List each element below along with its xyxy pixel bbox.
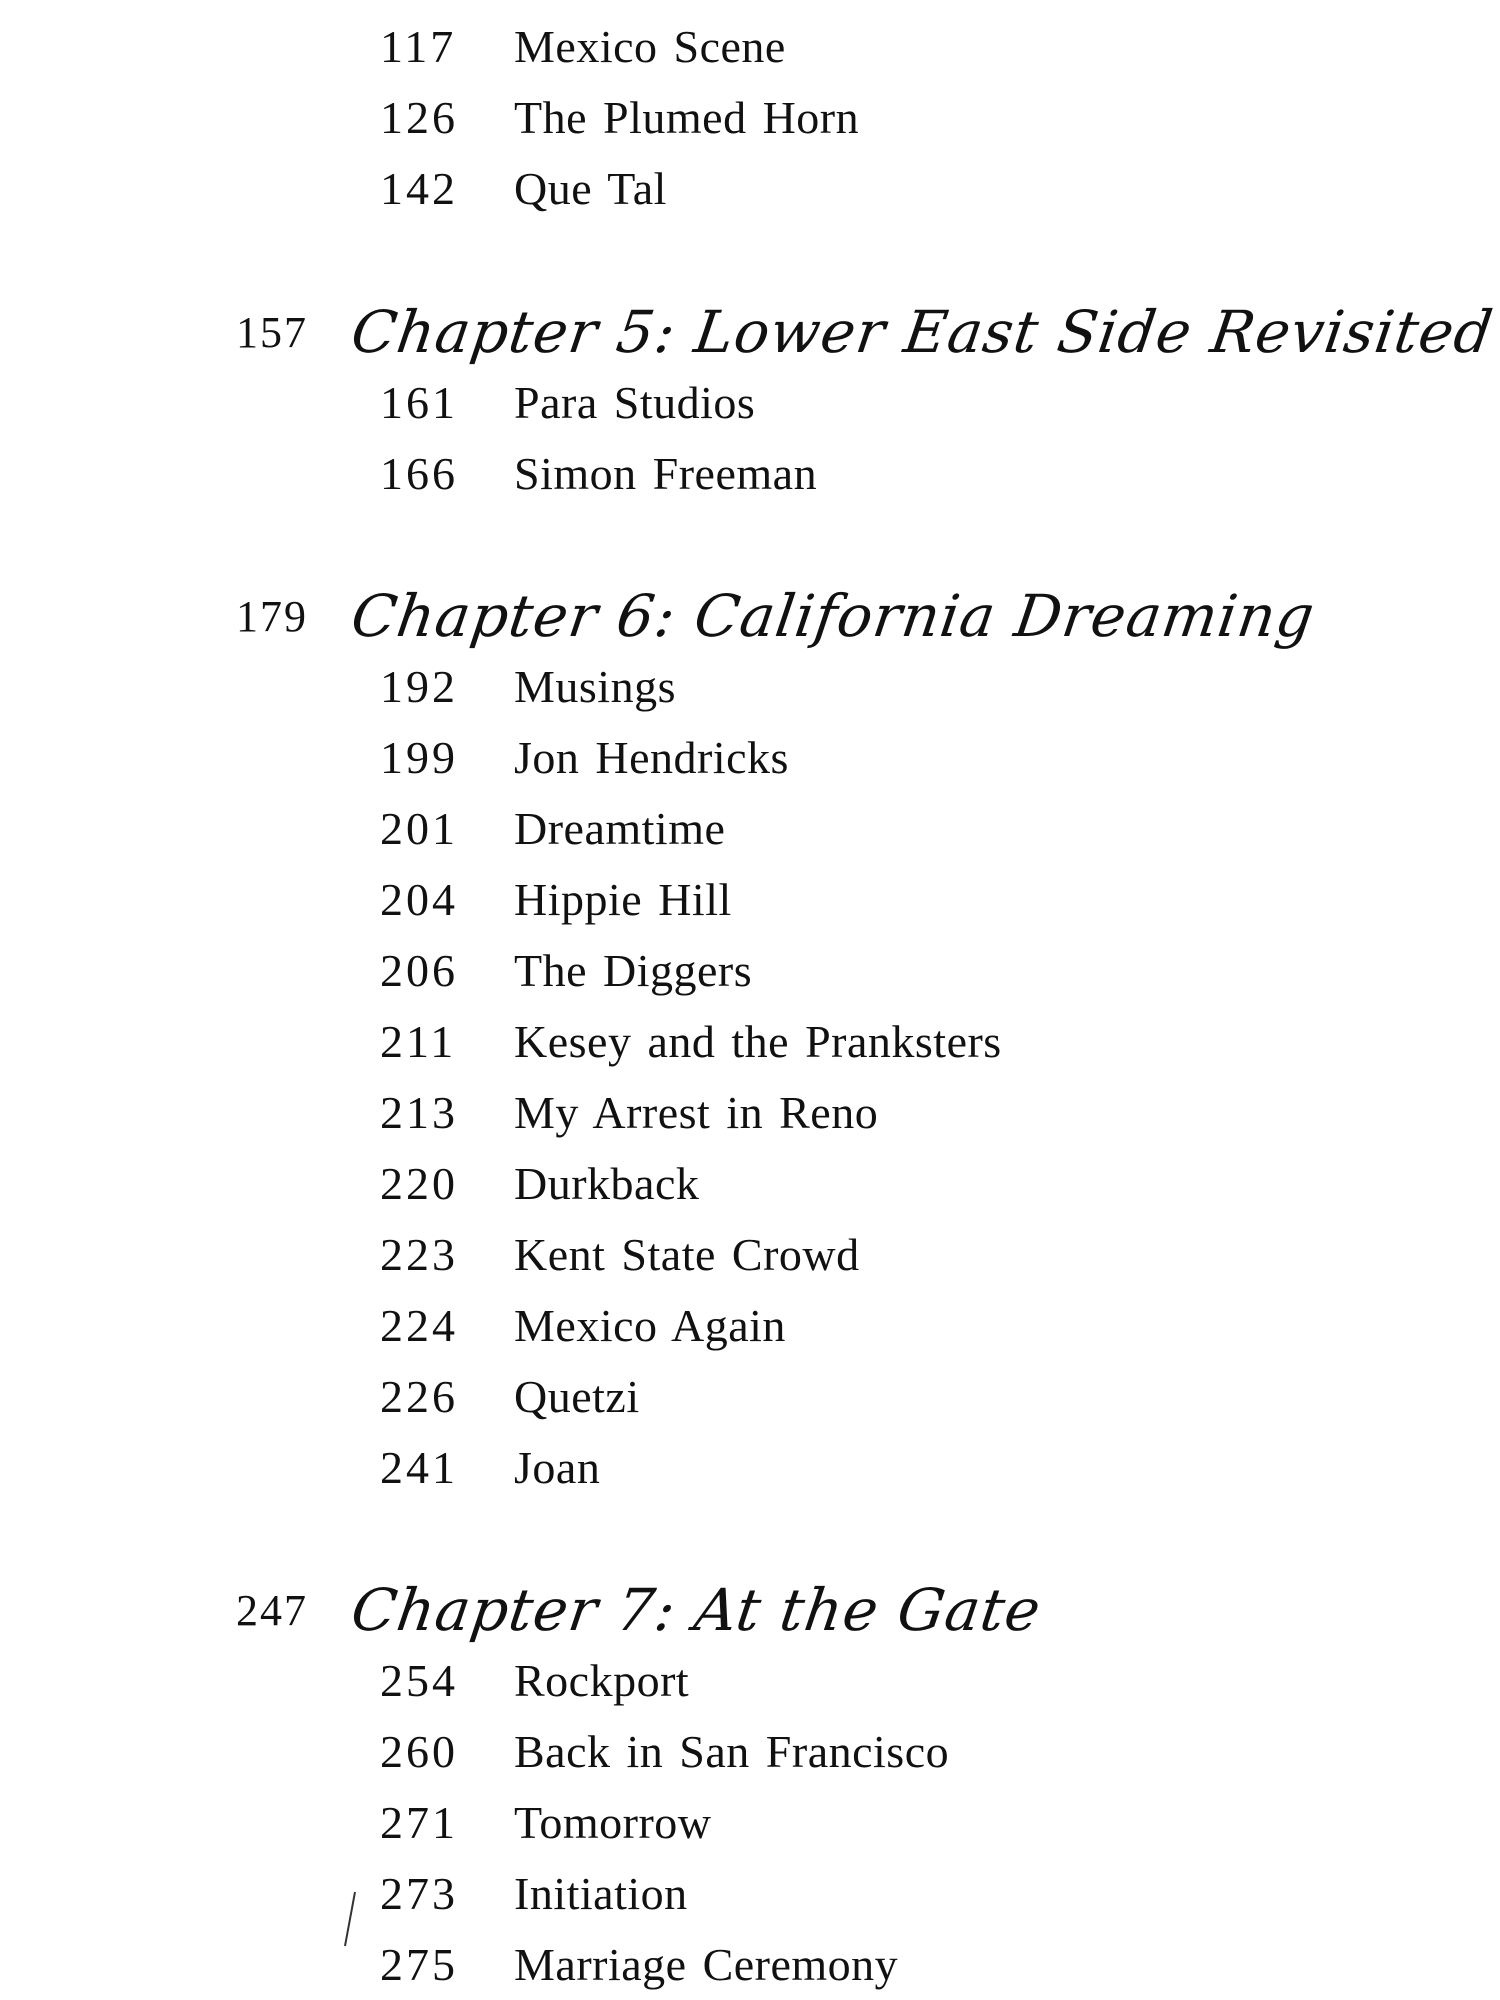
toc-entry [380,1792,712,1852]
toc-entry [380,1721,949,1781]
chapter-page-number: 179 [236,591,308,641]
toc-entry [380,1650,689,1710]
page-number: 275 [380,1938,458,1990]
entry-title: Mexico Again [514,1299,786,1351]
toc-entry [380,940,752,1000]
entry-title: Kent State Crowd [514,1228,860,1280]
toc-entry [380,1934,898,1994]
chapter-heading [236,287,1498,377]
entry-title: My Arrest in Reno [514,1086,879,1138]
page-number: 199 [380,731,458,783]
toc-entry [380,869,732,929]
entry-title: Simon Freeman [514,447,818,499]
toc-entry [380,16,786,76]
page-number: 204 [380,873,458,925]
chapter-heading [236,571,1320,661]
page-number: 192 [380,660,458,712]
toc-entry [380,1863,688,1923]
page-number: 213 [380,1086,458,1138]
chapter-title: Chapter 6: California Dreaming [347,582,1320,650]
entry-title: Que Tal [514,162,667,214]
page-number: 117 [380,20,457,72]
toc-entry [380,372,755,432]
page-number: 211 [380,1015,457,1067]
toc-entry [380,1437,600,1497]
entry-title: Tomorrow [514,1796,712,1848]
page-number: 206 [380,944,458,996]
toc-entry [380,1224,860,1284]
toc-entry [380,1011,1002,1071]
page-number: 224 [380,1299,458,1351]
entry-title: Quetzi [514,1370,640,1422]
toc-entry [380,1366,640,1426]
chapter-page-number: 247 [236,1585,308,1635]
toc-entry [380,798,725,858]
chapter-page-number: 157 [236,307,308,357]
page-number: 260 [380,1725,458,1777]
page-number: 241 [380,1441,458,1493]
page-number: 142 [380,162,458,214]
page-number: 220 [380,1157,458,1209]
chapter-heading [236,1565,1046,1655]
toc-entry [380,656,676,716]
page-number: 254 [380,1654,458,1706]
toc-entry [380,443,817,503]
pen-mark-icon [340,1890,360,1950]
page-number: 201 [380,802,458,854]
page-number: 226 [380,1370,458,1422]
entry-title: Musings [514,660,676,712]
entry-title: Para Studios [514,376,756,428]
toc-entry [380,1082,878,1142]
toc-entry [380,1153,699,1213]
entry-title: Back in San Francisco [514,1725,950,1777]
entry-title: The Diggers [514,944,753,996]
entry-title: Hippie Hill [514,873,732,925]
entry-title: Mexico Scene [514,20,786,72]
toc-entry [380,87,859,147]
entry-title: Kesey and the Pranksters [514,1015,1002,1067]
toc-entry [380,158,667,218]
entry-title: Durkback [514,1157,700,1209]
page-number: 161 [380,376,458,428]
chapter-title: Chapter 7: At the Gate [347,1576,1046,1644]
entry-title: Marriage Ceremony [514,1938,899,1990]
page-number: 126 [380,91,458,143]
entry-title: Initiation [514,1867,688,1919]
entry-title: Joan [514,1441,601,1493]
chapter-title: Chapter 5: Lower East Side Revisited [347,298,1498,366]
page-number: 166 [380,447,458,499]
toc-entry [380,1295,786,1355]
toc-entry [380,727,789,787]
page-number: 273 [380,1867,458,1919]
entry-title: The Plumed Horn [514,91,860,143]
entry-title: Jon Hendricks [514,731,789,783]
page-number: 223 [380,1228,458,1280]
page-number: 271 [380,1796,458,1848]
entry-title: Rockport [514,1654,690,1706]
entry-title: Dreamtime [514,802,726,854]
